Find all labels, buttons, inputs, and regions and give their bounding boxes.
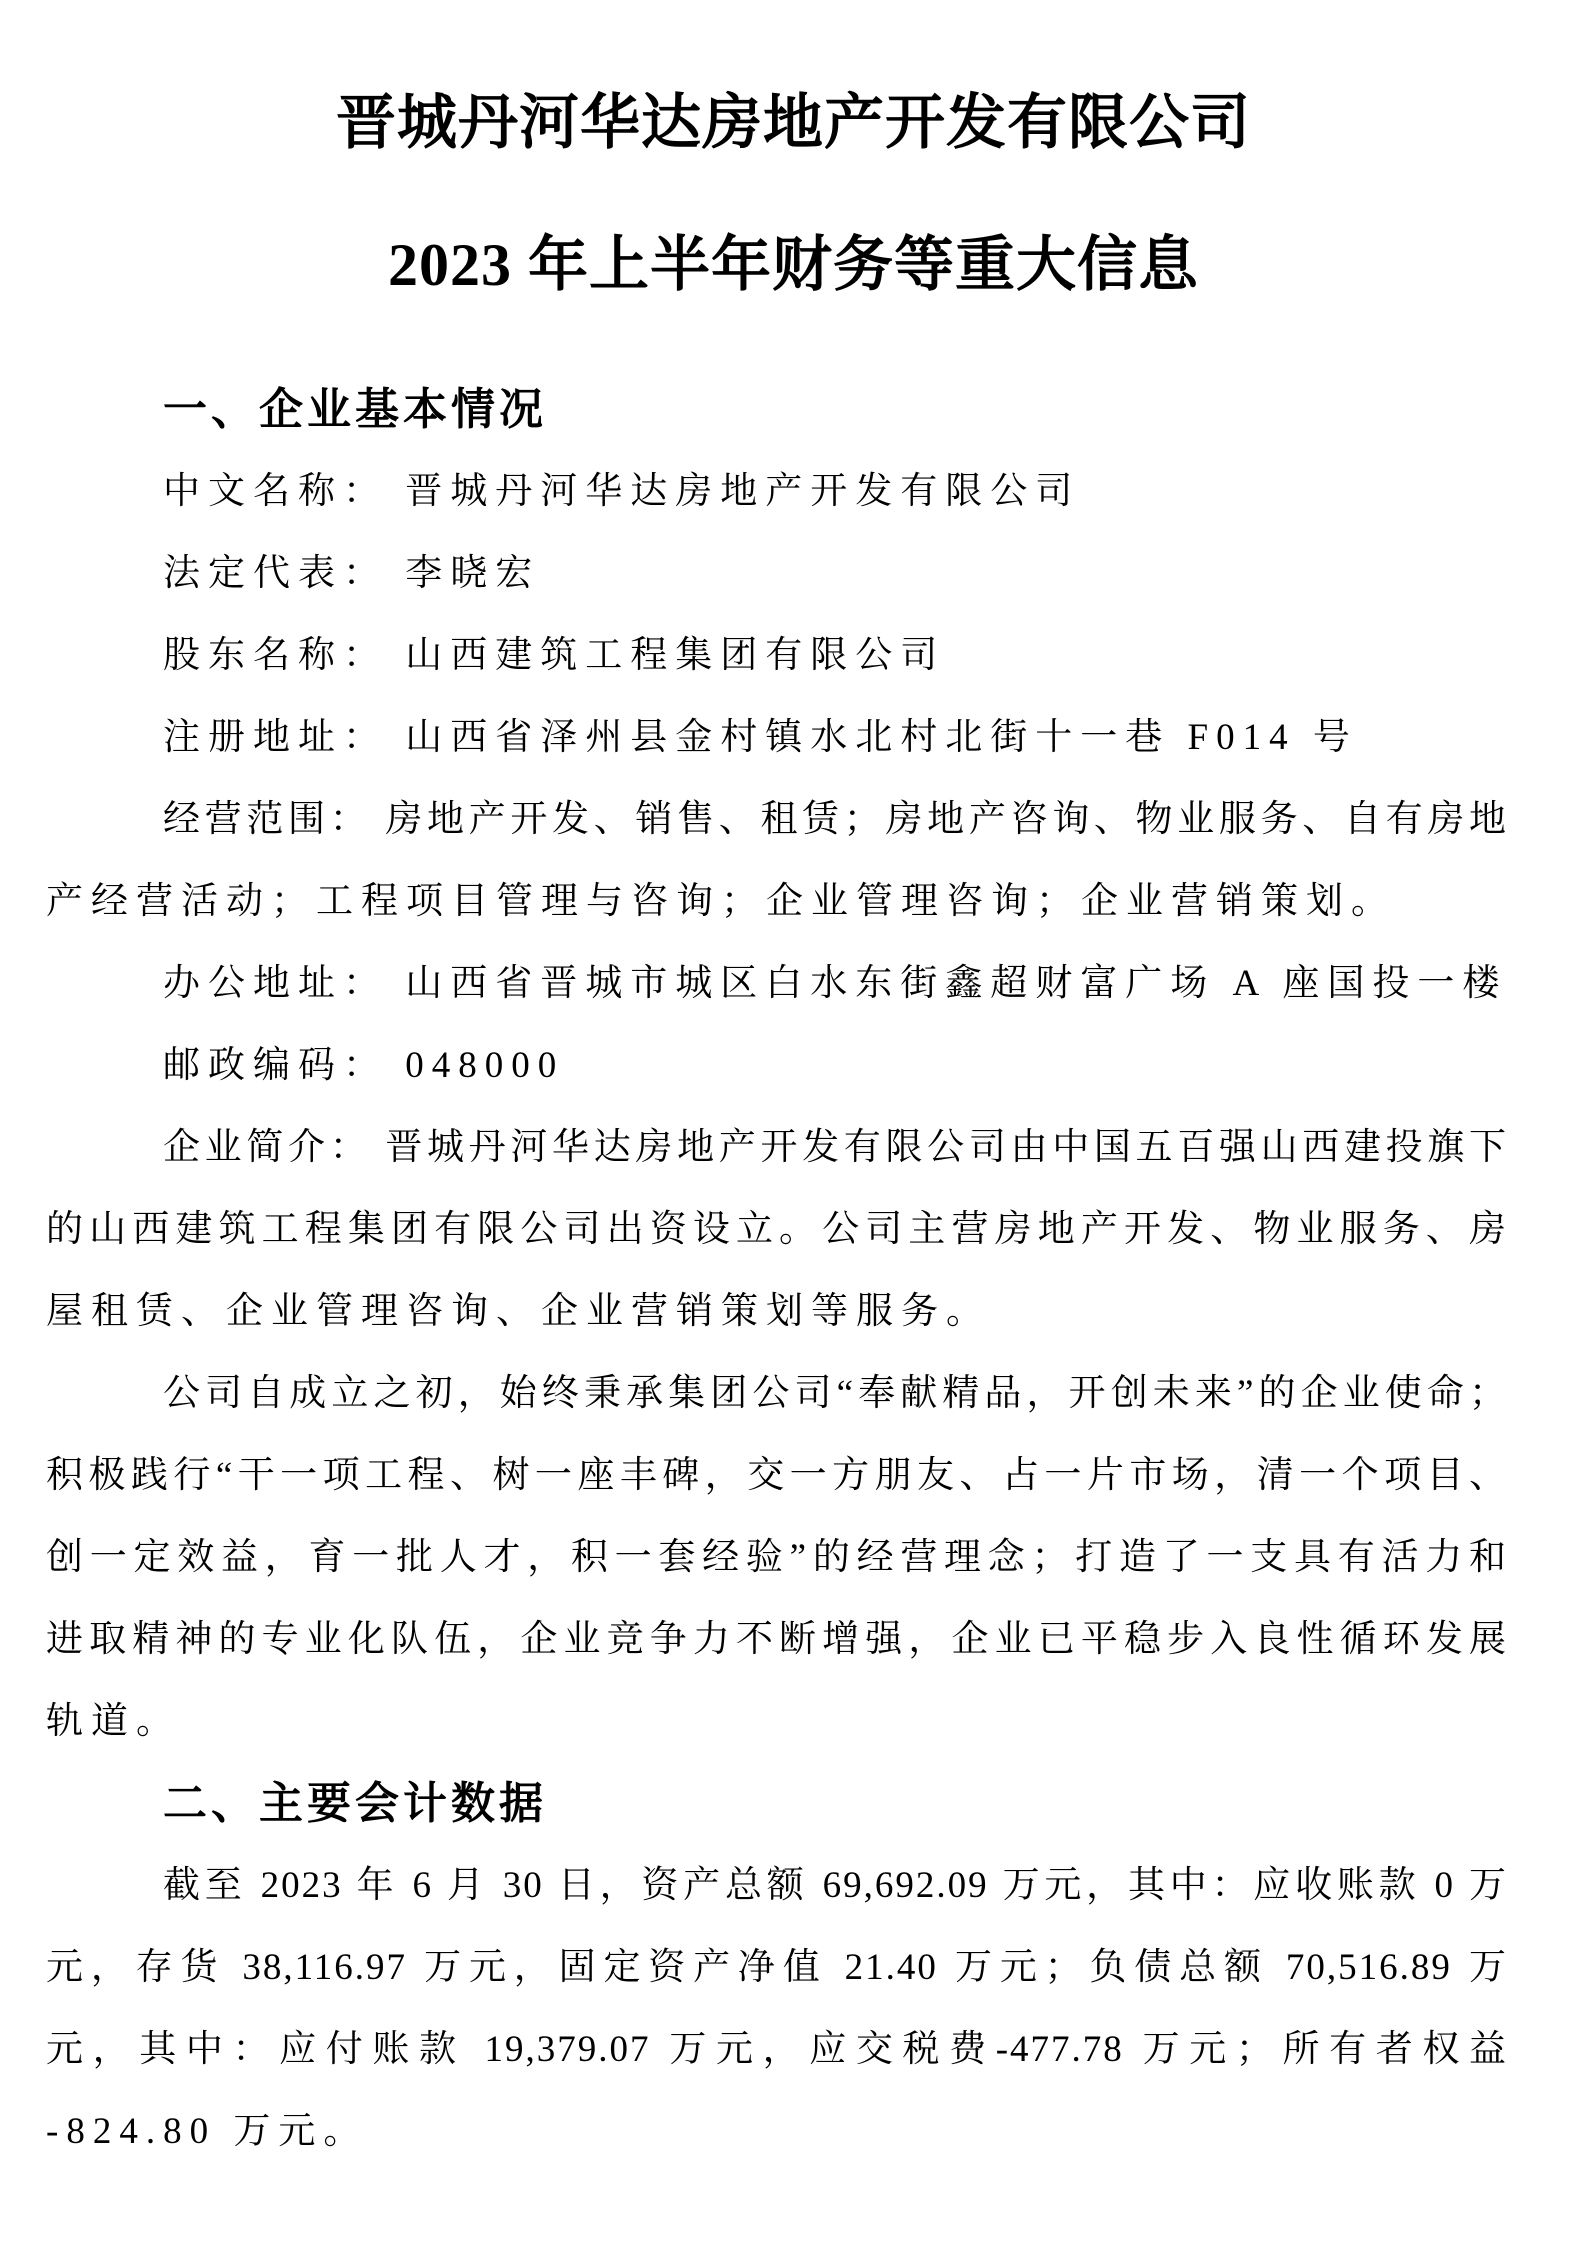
doc-line: 产经营活动；工程项目管理与咨询；企业管理咨询；企业营销策划。 bbox=[46, 881, 1396, 922]
doc-line: 元，存货 38,116.97 万元，固定资产净值 21.40 万元；负债总额 70,516.89 万 bbox=[46, 1947, 1508, 1988]
doc-line: 创一定效益，育一批人才，积一套经验”的经营理念；打造了一支具有活力和 bbox=[46, 1537, 1508, 1578]
doc-line: 办公地址： 山西省晋城市城区白水东街鑫超财富广场 A 座国投一楼 bbox=[163, 963, 1508, 1004]
doc-line: 中文名称： 晋城丹河华达房地产开发有限公司 bbox=[163, 471, 1081, 512]
doc-line: 企业简介： 晋城丹河华达房地产开发有限公司由中国五百强山西建投旗下 bbox=[163, 1127, 1508, 1168]
doc-line: 注册地址： 山西省泽州县金村镇水北村北街十一巷 F014 号 bbox=[163, 717, 1358, 758]
doc-line: 屋租赁、企业管理咨询、企业营销策划等服务。 bbox=[46, 1291, 991, 1332]
doc-line: 法定代表： 李晓宏 bbox=[163, 553, 541, 594]
doc-line: 公司自成立之初，始终秉承集团公司“奉献精品，开创未来”的企业使命； bbox=[163, 1373, 1508, 1414]
doc-line: 进取精神的专业化队伍，企业竞争力不断增强，企业已平稳步入良性循环发展 bbox=[46, 1619, 1508, 1660]
doc-title-line2: 2023 年上半年财务等重大信息 bbox=[388, 232, 1199, 298]
section-heading: 一、企业基本情况 bbox=[163, 385, 547, 434]
doc-line: 经营范围： 房地产开发、销售、租赁；房地产咨询、物业服务、自有房地 bbox=[163, 799, 1508, 840]
doc-line: 邮政编码： 048000 bbox=[163, 1045, 565, 1086]
doc-line: -824.80 万元。 bbox=[46, 2111, 369, 2152]
section-heading: 二、主要会计数据 bbox=[163, 1779, 547, 1828]
doc-line: 股东名称： 山西建筑工程集团有限公司 bbox=[163, 635, 946, 676]
doc-line: 轨道。 bbox=[46, 1701, 181, 1742]
doc-line: 元，其中：应付账款 19,379.07 万元，应交税费-477.78 万元；所有者权益 bbox=[46, 2029, 1508, 2070]
doc-line: 的山西建筑工程集团有限公司出资设立。公司主营房地产开发、物业服务、房 bbox=[46, 1209, 1508, 1250]
doc-line: 截至 2023 年 6 月 30 日，资产总额 69,692.09 万元，其中：应收账款 0 万 bbox=[163, 1865, 1508, 1906]
doc-line: 积极践行“干一项工程、树一座丰碑，交一方朋友、占一片市场，清一个项目、 bbox=[46, 1455, 1508, 1496]
doc-title-line1: 晋城丹河华达房地产开发有限公司 bbox=[336, 90, 1251, 156]
doc-body bbox=[46, 369, 1508, 2173]
